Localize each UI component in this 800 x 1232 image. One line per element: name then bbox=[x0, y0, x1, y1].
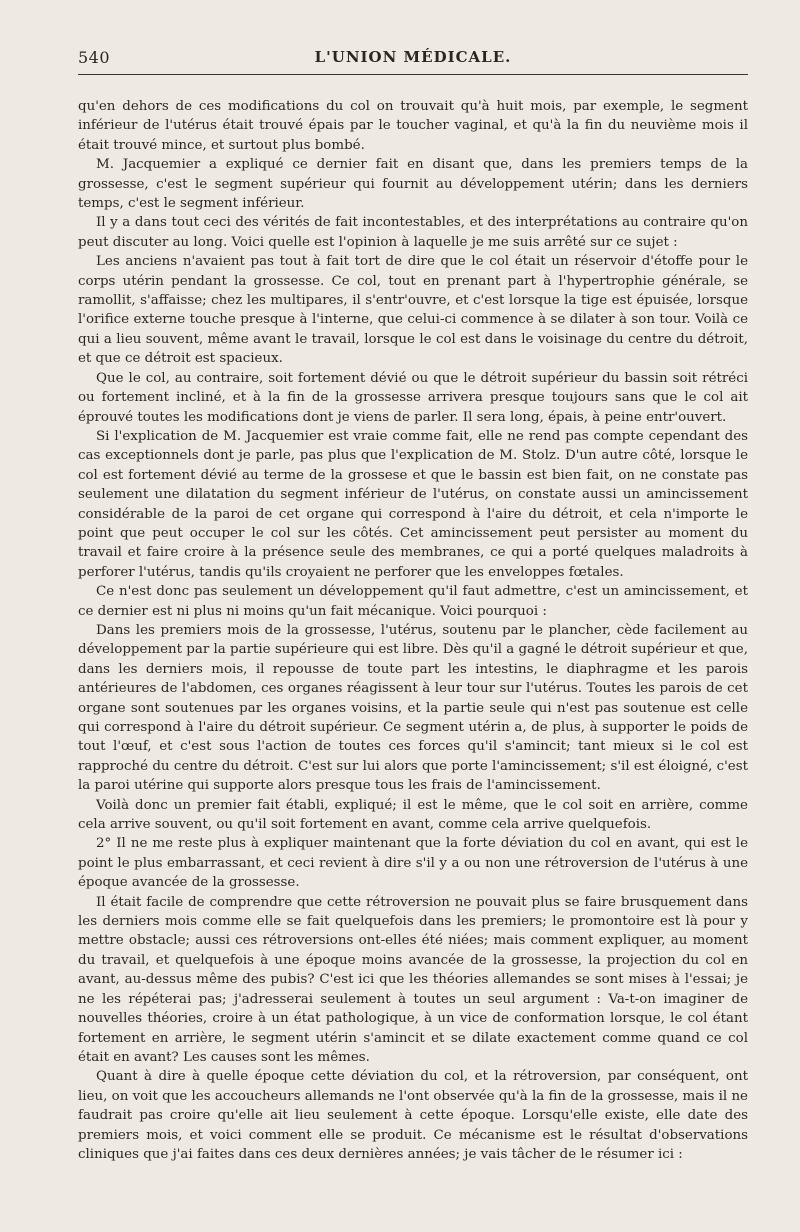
paragraph: Il était facile de comprendre que cette rétroversion ne pouvait plus se faire brusquement dans les derniers mois comme elle se fait quelquefois dans les premiers; le promontoire est là pour y mettre obstacle; aussi ces rétroversions ont-elles été niées; mais comment expliquer, au moment du travail, et quelquefois à une époque moins avancée de la grossesse, la projection du col en avant, au-dessus même des pubis? C'est ici que les théories allemandes se sont mises à l'essai; je ne les répéterai pas; j'adresserai seulement à toutes un seul argument : Va-t-on imaginer de nouvelles théories, croire à un état pathologique, à un vice de conformation lorsque, le col étant fortement en arrière, le segment utérin s'amincit et se dilate exactement comme quand ce col était en avant? Les causes sont les mêmes. bbox=[78, 894, 748, 1065]
paragraph: Quant à dire à quelle époque cette déviation du col, et la rétroversion, par conséquent, ont lieu, on voit que les accoucheurs allemands ne l'ont observée qu'à la fin de la grossesse, mais il ne faudrait pas croire qu'elle ait lieu seulement à cette époque. Lorsqu'elle existe, elle date des premiers mois, et voici comment elle se produit. Ce mécanisme est le résultat d'observations cliniques que j'ai faites dans ces deux dernières années; je vais tâcher de le résumer ici : bbox=[78, 1069, 748, 1162]
paragraph: qu'en dehors de ces modifications du col on trouvait qu'à huit mois, par exemple, le segment inférieur de l'utérus était trouvé épais par le toucher vaginal, et qu'à la fin du neuvième mois il était trouvé mince, et surtout plus bombé. bbox=[78, 99, 748, 153]
paragraph: Que le col, au contraire, soit fortement dévié ou que le détroit supérieur du bassin soit rétréci ou fortement incliné, et à la fin de la grossesse arrivera presque toujours sans que le col ait éprouvé toutes les modifications dont je viens de parler. Il sera long, épais, à peine entr'ouvert. bbox=[78, 370, 748, 425]
paragraph: M. Jacquemier a expliqué ce dernier fait en disant que, dans les premiers temps de la grossesse, c'est le segment supérieur qui fournit au développement utérin; dans les derniers temps, c'est le segment inférieur. bbox=[78, 157, 748, 212]
running-title: L'UNION MÉDICALE. bbox=[314, 48, 512, 66]
paragraph: Il y a dans tout ceci des vérités de fait incontestables, et des interprétations au contraire qu'on peut discuter au long. Voici quelle est l'opinion à laquelle je me suis arrêté sur ce sujet : bbox=[78, 215, 748, 250]
paragraph: Dans les premiers mois de la grossesse, l'utérus, soutenu par le plancher, cède facilement au développement par la partie supérieure qui est libre. Dès qu'il a gagné le détroit supérieur et que, dans les derniers mois, il repousse de toute part les intestins, le diaphragme et les parois antérieures de l'abdomen, ces organes réagissent à leur tour sur l'utérus. Toutes les parois de cet organe sont soutenues par les organes voisins, et la partie seule qui n'est pas soutenue est celle qui correspond à l'aire du détroit supérieur. Ce segment utérin a, de plus, à supporter le poids de tout l'œuf, et c'est sous l'action de toutes ces forces qu'il s'amincit; tant mieux si le col est rapproché du centre du détroit. C'est sur lui alors que porte l'amincissement; s'il est éloigné, c'est la paroi utérine qui supporte alors presque tous les frais de l'amincissement. bbox=[78, 622, 748, 794]
paragraph: 2° Il ne me reste plus à expliquer maintenant que la forte déviation du col en avant, qui est le point le plus embarrassant, et ceci revient à dire s'il y a ou non une rétroversion de l'utérus à une époque avancée de la grossesse. bbox=[78, 836, 748, 891]
page-header bbox=[78, 44, 748, 75]
paragraph: Ce n'est donc pas seulement un développement qu'il faut admettre, c'est un amincissement, et ce dernier est ni plus ni moins qu'un fait mécanique. Voici pourquoi : bbox=[78, 584, 748, 619]
page-number: 540 bbox=[78, 48, 111, 67]
paragraph: Les anciens n'avaient pas tout à fait tort de dire que le col était un réservoir d'étoffe pour le corps utérin pendant la grossesse. Ce col, tout en prenant part à l'hypertrophie générale, se ramollit, s'affaisse; chez les multipares, il s'entr'ouvre, et c'est lorsque la tige est épuisée, lorsque l'orifice externe touche presque à l'interne, que celui-ci commence à se dilater à son tour. Voilà ce qui a lieu souvent, même avant le travail, lorsque le col est dans le voisinage du centre du détroit, et que ce détroit est spacieux. bbox=[78, 254, 748, 367]
article-body bbox=[78, 97, 748, 1164]
paragraph: Voilà donc un premier fait établi, expliqué; il est le même, que le col soit en arrière, comme cela arrive souvent, ou qu'il soit fortement en avant, comme cela arrive quelquefois. bbox=[78, 797, 748, 833]
paragraph: Si l'explication de M. Jacquemier est vraie comme fait, elle ne rend pas compte cependant des cas exceptionnels dont je parle, pas plus que l'explication de M. Stolz. D'un autre côté, lorsque le col est fortement dévié au terme de la grossese et que le bassin est bien fait, on ne constate pas seulement une dilatation du segment inférieur de l'utérus, on constate aussi un amincissement considérable de la paroi de cet organe qui correspond à l'aire du détroit, et cela n'importe le point que peut occuper le col sur les côtés. Cet amincissement peut persister au moment du travail et faire croire à la présence seule des membranes, ce qui a porté quelques maladroits à perforer l'utérus, tandis qu'ils croyaient ne perforer que les enveloppes fœtales. bbox=[78, 428, 748, 580]
